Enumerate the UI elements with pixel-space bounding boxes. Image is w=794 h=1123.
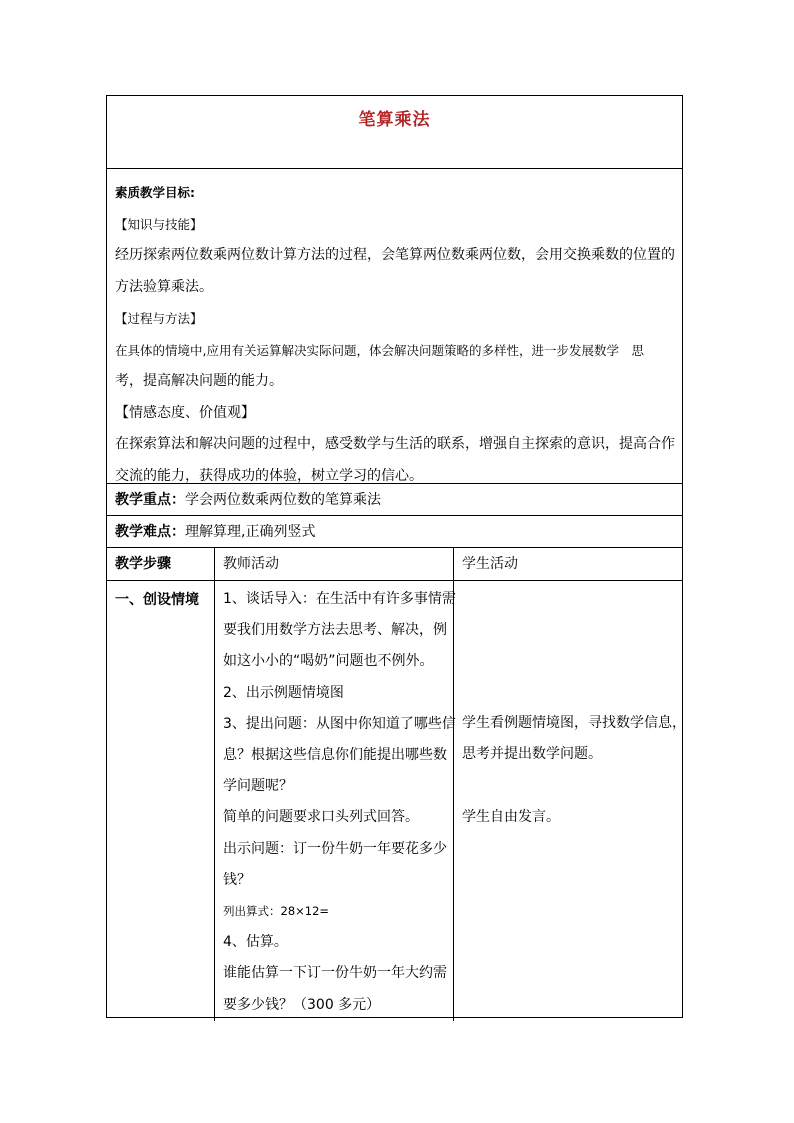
steps-table-header — [107, 548, 682, 581]
difficulty-value: 理解算理,正确列竖式 — [185, 524, 316, 540]
header-teacher: 教师活动 — [215, 548, 454, 580]
teacher-line: 要多少钱？（300 多元） — [223, 996, 381, 1013]
teacher-line: 4、估算。 — [223, 934, 288, 951]
student-line: 学生自由发言。 — [462, 808, 560, 825]
teacher-line: 2、出示例题情境图 — [223, 684, 344, 701]
teacher-line: 3、提出问题：从图中你知道了哪些信 — [223, 715, 456, 732]
knowledge-text: 方法验算乘法。 — [115, 278, 213, 295]
key-point-value: 学会两位数乘两位数的笔算乘法 — [185, 492, 381, 508]
step-name: 一、创设情境 — [107, 581, 215, 1021]
teacher-line: 谁能估算一下订一份牛奶一年大约需 — [223, 965, 447, 982]
process-label: 【过程与方法】 — [115, 311, 203, 326]
header-step: 教学步骤 — [107, 548, 215, 580]
goals-heading: 素质教学目标: — [115, 185, 195, 200]
process-text: 考，提高解决问题的能力。 — [115, 373, 283, 389]
teacher-line: 如这小小的“喝奶”问题也不例外。 — [223, 653, 434, 670]
emotion-text: 在探索算法和解决问题的过程中，感受数学与生活的联系，增强自主探索的意识，提高合作 — [115, 436, 675, 452]
process-text: 在具体的情境中,应用有关运算解决实际问题，体会解决问题策略的多样性，进一步发展数学 思 — [115, 342, 644, 358]
teacher-line: 1、谈话导入：在生活中有许多事情需 — [223, 591, 456, 607]
teacher-activity — [215, 581, 454, 1021]
student-line: 思考并提出数学问题。 — [462, 746, 602, 763]
lesson-plan-table — [106, 95, 686, 1018]
key-point-label: 教学重点： — [115, 492, 185, 508]
student-activity — [454, 581, 690, 1021]
teacher-line: 息？根据这些信息你们能提出哪些数 — [223, 747, 447, 764]
table-row — [107, 581, 686, 1017]
emotion-text: 交流的能力，获得成功的体验，树立学习的信心。 — [115, 467, 423, 484]
teacher-line: 学问题呢？ — [223, 778, 293, 795]
teacher-line: 要我们用数学方法去思考、解决，例 — [223, 622, 447, 639]
spacer — [462, 770, 686, 801]
difficulty-label: 教学难点： — [115, 524, 185, 540]
header-student: 学生活动 — [462, 556, 518, 572]
teacher-line: 出示问题：订一份牛奶一年要花多少 — [223, 840, 447, 857]
difficulty-row — [107, 516, 682, 548]
teacher-line: 简单的问题要求口头列式回答。 — [223, 809, 419, 826]
teacher-line: 列出算式：28×12= — [223, 904, 330, 919]
page-title: 笔算乘法 — [358, 110, 431, 130]
steps-table — [107, 548, 686, 1017]
title-row — [107, 96, 682, 169]
student-line: 学生看例题情境图，寻找数学信息， — [462, 715, 686, 731]
knowledge-text: 经历探索两位数乘两位数计算方法的过程，会笔算两位数乘两位数，会用交换乘数的位置的 — [115, 247, 675, 263]
knowledge-label: 【知识与技能】 — [115, 216, 203, 232]
emotion-label: 【情感态度、价值观】 — [115, 404, 255, 421]
teaching-goals — [107, 169, 682, 484]
teacher-line: 钱？ — [223, 871, 251, 888]
